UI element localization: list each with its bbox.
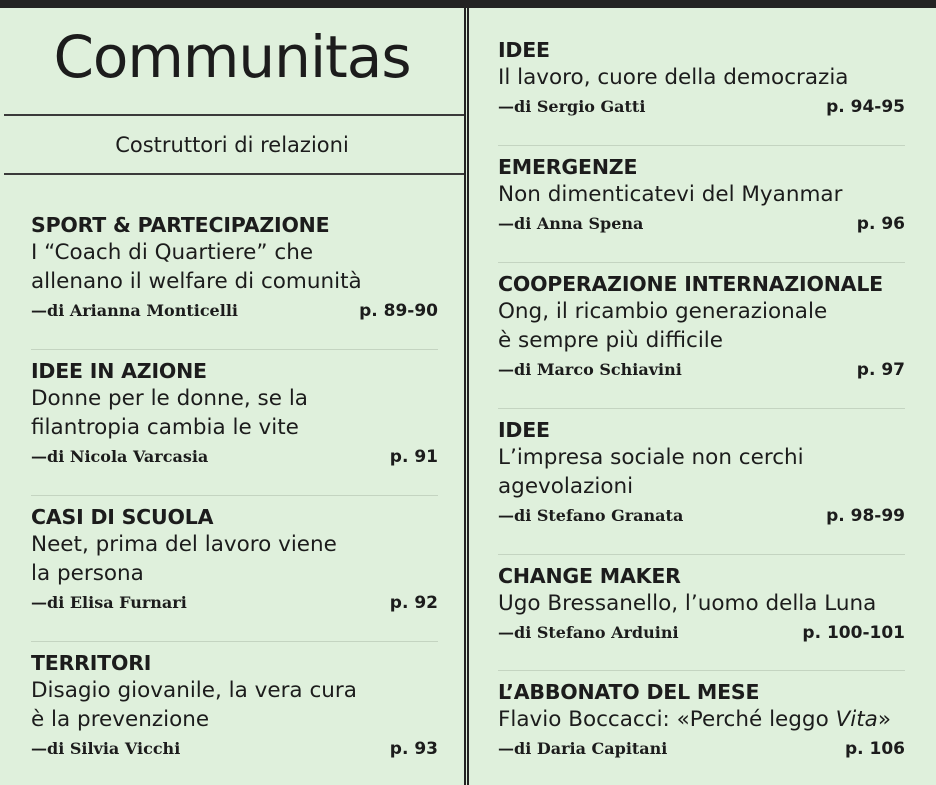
toc-entry[interactable] (31, 504, 438, 614)
entry-category: IDEE (498, 38, 550, 62)
entry-title-italic: Vita (835, 707, 878, 732)
entry-page: p. 92 (389, 593, 438, 613)
entry-title-line: Non dimenticatevi del Myanmar (498, 182, 843, 207)
entry-title-line: Neet, prima del lavoro viene (31, 532, 337, 557)
entry-page: p. 94-95 (826, 97, 905, 117)
toc-entry[interactable] (31, 212, 438, 322)
entry-author: —di Stefano Granata (498, 506, 684, 525)
entry-category: TERRITORI (31, 651, 152, 675)
entry-title-line: Ong, il ricambio generazionale (498, 299, 828, 324)
toc-entry[interactable] (498, 154, 905, 235)
entry-title-line (498, 705, 905, 734)
column-divider (464, 8, 469, 785)
entry-page: p. 91 (389, 447, 438, 467)
entry-title-line: è la prevenzione (31, 707, 210, 732)
entry-page: p. 106 (844, 739, 905, 759)
masthead-rule-bottom (4, 173, 464, 175)
toc-entry[interactable] (498, 417, 905, 527)
section-title: Communitas (53, 23, 411, 91)
entry-title-line: filantropia cambia le vite (31, 415, 299, 440)
entry-separator (498, 408, 905, 409)
entry-category: SPORT & PARTECIPAZIONE (31, 213, 330, 237)
top-bar (0, 0, 936, 8)
toc-entry[interactable] (498, 271, 905, 381)
entry-category: CASI DI SCUOLA (31, 505, 214, 529)
entry-page: p. 96 (856, 214, 905, 234)
entry-author: —di Arianna Monticelli (31, 301, 238, 320)
entry-title-line: L’impresa sociale non cerchi (498, 445, 804, 470)
entry-title-line: allenano il welfare di comunità (31, 269, 362, 294)
entry-title-line: agevolazioni (498, 474, 634, 499)
entry-category: IDEE IN AZIONE (31, 359, 207, 383)
entry-title-line: Il lavoro, cuore della democrazia (498, 65, 849, 90)
entry-author: —di Silvia Vicchi (31, 739, 181, 758)
entry-separator (498, 145, 905, 146)
toc-entry[interactable] (31, 650, 438, 760)
entry-author: —di Daria Capitani (498, 739, 668, 758)
entry-author: —di Elisa Furnari (31, 593, 187, 612)
entry-title-line: I “Coach di Quartiere” che (31, 240, 314, 265)
entry-category: IDEE (498, 418, 550, 442)
entry-title-text: Flavio Boccacci: «Perché leggo (498, 707, 836, 732)
entry-category: L’ABBONATO DEL MESE (498, 680, 760, 704)
entry-separator (31, 495, 438, 496)
entry-title-line: Disagio giovanile, la vera cura (31, 678, 357, 703)
entry-author: —di Stefano Arduini (498, 623, 679, 642)
section-subtitle: Costruttori di relazioni (115, 133, 349, 157)
entry-title-line: Donne per le donne, se la (31, 386, 308, 411)
entry-separator (31, 349, 438, 350)
entry-category: COOPERAZIONE INTERNAZIONALE (498, 272, 883, 296)
entry-category: EMERGENZE (498, 155, 638, 179)
entry-title-tail: » (877, 707, 892, 732)
entry-author: —di Marco Schiavini (498, 360, 682, 379)
entry-page: p. 89-90 (359, 301, 438, 321)
entry-author: —di Anna Spena (498, 214, 644, 233)
toc-entry[interactable] (498, 563, 905, 644)
entry-separator (498, 670, 905, 671)
toc-entry[interactable] (498, 679, 905, 760)
entry-title-line: Ugo Bressanello, l’uomo della Luna (498, 591, 877, 616)
entry-author: —di Nicola Varcasia (31, 447, 209, 466)
entry-title-line: la persona (31, 561, 144, 586)
toc-entry[interactable] (498, 37, 905, 118)
entry-page: p. 97 (856, 360, 905, 380)
entry-author: —di Sergio Gatti (498, 97, 646, 116)
masthead-rule-top (4, 114, 464, 116)
entry-category: CHANGE MAKER (498, 564, 681, 588)
entry-title-line: è sempre più difficile (498, 328, 723, 353)
entry-page: p. 100-101 (802, 623, 905, 643)
entry-separator (31, 641, 438, 642)
entry-page: p. 98-99 (826, 506, 905, 526)
entry-separator (498, 262, 905, 263)
entry-separator (498, 554, 905, 555)
toc-entry[interactable] (31, 358, 438, 468)
entry-page: p. 93 (389, 739, 438, 759)
